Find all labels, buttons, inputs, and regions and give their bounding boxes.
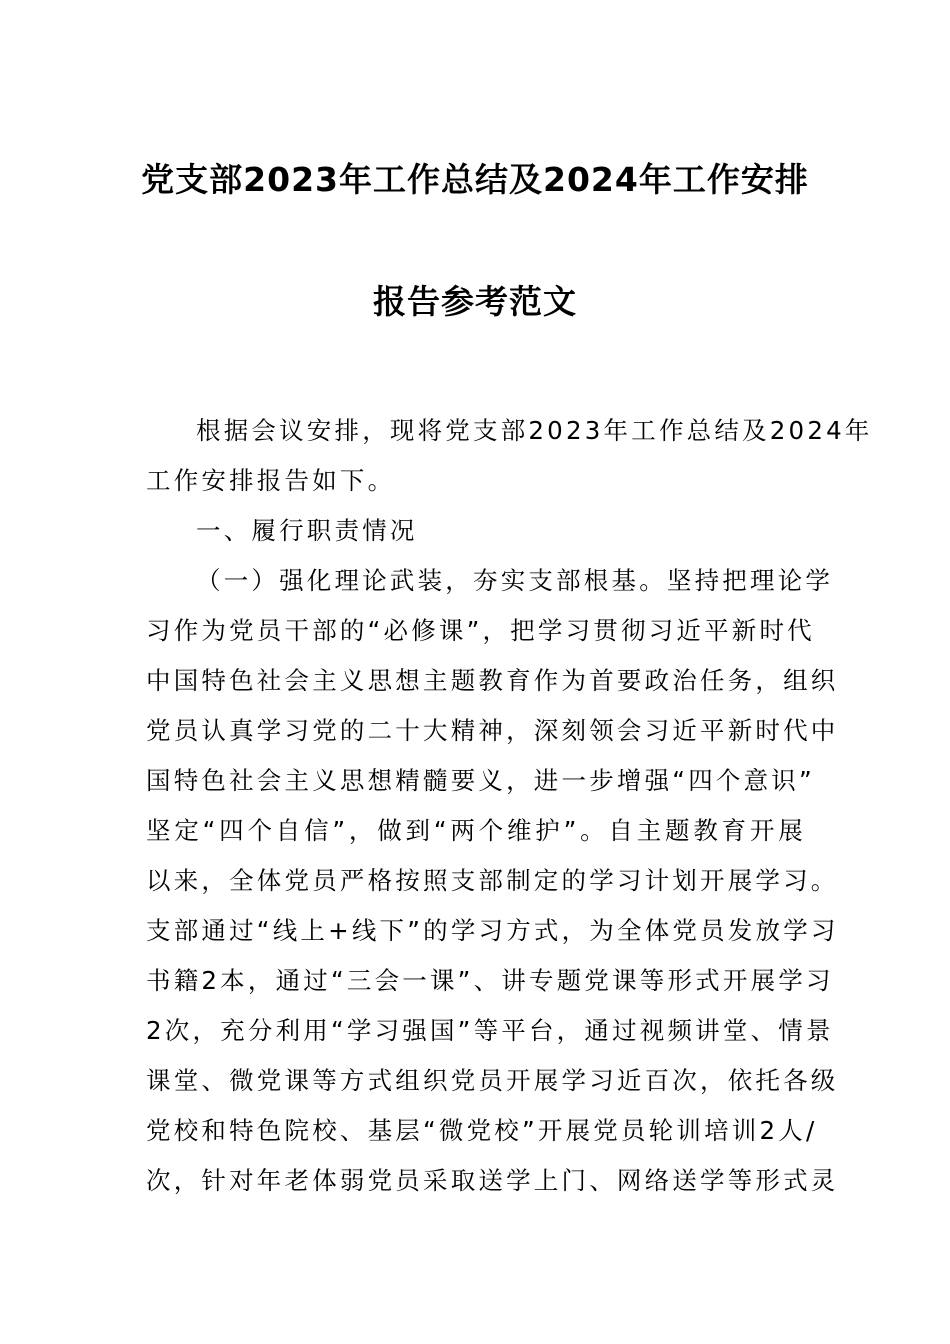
intro-paragraph-line: 根据会议安排，现将党支部2023年工作总结及2024年 <box>196 416 873 445</box>
body-paragraph-line: 习作为党员干部的“必修课”，把学习贯彻习近平新时代 <box>146 616 815 645</box>
section-heading: 一、履行职责情况 <box>196 516 418 545</box>
body-paragraph-line: 国特色社会主义思想精髓要义，进一步增强“四个意识” <box>146 766 815 795</box>
document-title-line-2: 报告参考范文 <box>373 282 577 321</box>
body-paragraph-line: 2次，充分利用“学习强国”等平台，通过视频讲堂、情景 <box>146 1016 834 1045</box>
subsection-paragraph-line: （一）强化理论武装，夯实支部根基。坚持把理论学 <box>196 566 834 595</box>
body-paragraph-line: 书籍2本，通过“三会一课”、讲专题党课等形式开展学习 <box>146 966 834 995</box>
body-paragraph-line: 课堂、微党课等方式组织党员开展学习近百次，依托各级 <box>146 1066 839 1095</box>
body-paragraph-line: 党校和特色院校、基层“微党校”开展党员轮训培训2人/ <box>146 1116 818 1145</box>
intro-paragraph-line: 工作安排报告如下。 <box>146 466 396 495</box>
body-paragraph-line: 次，针对年老体弱党员采取送学上门、网络送学等形式灵 <box>146 1166 839 1195</box>
document-title-line-1: 党支部2023年工作总结及2024年工作安排 <box>141 160 809 199</box>
body-paragraph-line: 以来，全体党员严格按照支部制定的学习计划开展学习。 <box>146 866 839 895</box>
body-paragraph-line: 支部通过“线上+线下”的学习方式，为全体党员发放学习 <box>146 916 839 945</box>
body-paragraph-line: 党员认真学习党的二十大精神，深刻领会习近平新时代中 <box>146 716 839 745</box>
body-paragraph-line: 中国特色社会主义思想主题教育作为首要政治任务，组织 <box>146 666 839 695</box>
body-paragraph-line: 坚定“四个自信”，做到“两个维护”。自主题教育开展 <box>146 816 806 845</box>
